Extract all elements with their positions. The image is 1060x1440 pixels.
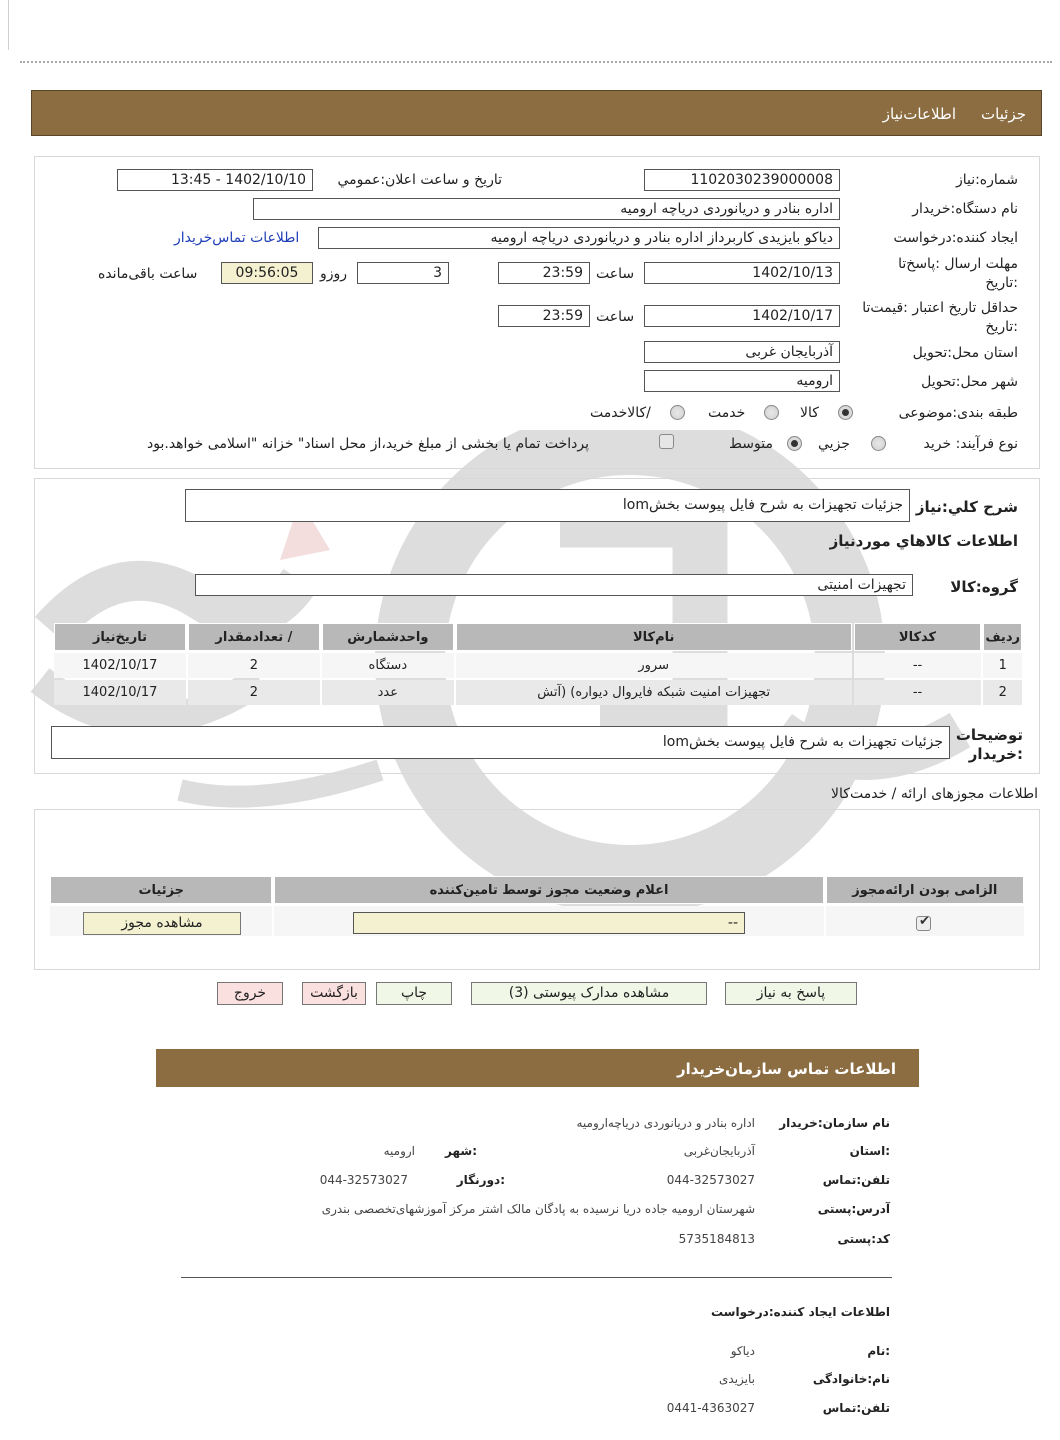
- creator-family-value: بایزیدی: [719, 1372, 755, 1386]
- cell-need-date: 1402/10/17: [54, 680, 186, 705]
- table-row: [54, 653, 1022, 678]
- creator-name-value: دیاکو: [730, 1344, 755, 1358]
- creator-name-label: :نام: [867, 1344, 890, 1358]
- validity-time-field: 23:59: [498, 305, 590, 327]
- process-minor-label: جزیي: [818, 436, 850, 452]
- cell-row-number: 1: [983, 653, 1022, 678]
- phone-label: تلفن:تماس: [822, 1173, 890, 1187]
- general-description-field: جزئیات تجهیزات به شرح فایل پیوست بخشlom: [185, 489, 910, 522]
- col-row-number: ردیف: [983, 623, 1022, 651]
- category-goods-label: کالا: [800, 405, 819, 421]
- creator-phone-value: 0441-4363027: [666, 1401, 755, 1415]
- fax-label: :دورنگار: [456, 1173, 505, 1187]
- category-label: طبقه بندی:موضوعی: [898, 405, 1018, 421]
- process-type-label: نوع فرآیند: خرید: [923, 436, 1018, 452]
- city-label: شهر محل:تحویل: [921, 374, 1018, 390]
- col-goods-name: نام‌کالا: [456, 623, 852, 651]
- validity-time-label: ساعت: [596, 309, 635, 325]
- address-value: شهرستان ارومیه جاده دریا نرسیده به پادگان مالک اشتر مرکز آموزشهای‌تخصصی بندری: [321, 1202, 755, 1216]
- org-name-label: نام سازمان:خریدار: [779, 1116, 890, 1130]
- col-quantity: / تعدادمقدار: [188, 623, 320, 651]
- view-permit-button[interactable]: مشاهده مجوز: [83, 912, 241, 935]
- check-mark-icon: ✔: [919, 914, 930, 929]
- deadline-time-label: ساعت: [596, 266, 635, 282]
- col-permit-details: جزئیات: [50, 876, 272, 904]
- province-contact-value: آذربایجان‌غربی: [683, 1144, 755, 1158]
- deadline-date-field: 1402/10/13: [644, 262, 840, 284]
- page-left-border: [8, 0, 9, 50]
- col-unit: واحدشمارش: [322, 623, 454, 651]
- col-need-date: تاریخ‌نیاز: [54, 623, 186, 651]
- city-field: ارومیه: [644, 370, 840, 392]
- category-goods-service-radio[interactable]: [670, 405, 685, 420]
- process-medium-radio[interactable]: [787, 436, 802, 451]
- goods-group-field: تجهیزات امنیتی: [195, 574, 913, 596]
- phone-value: 044-32573027: [666, 1173, 755, 1187]
- announce-datetime-label: تاریخ و ساعت اعلان:عمومي: [337, 172, 502, 188]
- remaining-time-field: 09:56:05: [221, 262, 313, 284]
- province-contact-label: :استان: [849, 1144, 890, 1158]
- deadline-time-field: 23:59: [498, 262, 590, 284]
- top-dotted-divider: [20, 61, 1052, 63]
- deadline-label-date: :تاریخ: [985, 275, 1018, 291]
- cell-goods-name: تجهیزات امنیت شبکه فایروال دیواره) (آتش: [456, 680, 852, 705]
- cell-unit: عدد: [322, 680, 454, 705]
- permit-status-field: --: [353, 912, 745, 934]
- creator-label: ایجاد کننده:درخواست: [893, 230, 1018, 246]
- col-permit-required: الزامی بودن ارائه‌مجوز: [826, 876, 1024, 904]
- city-contact-label: :شهر: [445, 1144, 477, 1158]
- validity-date-field: 1402/10/17: [644, 305, 840, 327]
- need-number-field: 1102030239000008: [644, 169, 840, 191]
- cell-goods-name: سرور: [456, 653, 852, 678]
- province-label: استان محل:تحویل: [912, 345, 1018, 361]
- goods-table: [52, 621, 1024, 707]
- category-service-label: خدمت: [708, 405, 746, 421]
- creator-info-title: اطلاعات ایجاد کننده:درخواست: [710, 1305, 890, 1319]
- cell-goods-code: --: [854, 653, 982, 678]
- city-contact-value: ارومیه: [383, 1144, 415, 1158]
- postal-code-label: کد:پستی: [837, 1232, 890, 1246]
- postal-code-value: 5735184813: [678, 1232, 755, 1246]
- days-label: روزو: [320, 266, 348, 282]
- days-field: 3: [357, 262, 449, 284]
- category-goods-radio[interactable]: [838, 405, 853, 420]
- permit-required-checkbox[interactable]: [916, 916, 931, 931]
- buyer-org-field: اداره بنادر و دریانوردی دریاچه ارومیه: [253, 198, 840, 220]
- general-description-label: شرح كلي:نیاز: [915, 498, 1018, 516]
- need-number-label: شماره‌:نیاز: [955, 172, 1018, 188]
- category-goods-service-label: /کالاخدمت: [590, 405, 651, 421]
- reply-to-need-button[interactable]: پاسخ به نیاز: [725, 982, 857, 1005]
- creator-phone-label: تلفن:تماس: [822, 1401, 890, 1415]
- buyer-org-label: نام دستگاه:خریدار: [912, 201, 1018, 217]
- goods-group-label: گروه:کالا: [950, 578, 1018, 596]
- col-goods-code: کدکالا: [854, 623, 982, 651]
- tab-need-info[interactable]: اطلاعات‌نیاز: [882, 105, 956, 123]
- treasury-payment-checkbox[interactable]: [659, 434, 674, 449]
- buyer-notes-label: توضیحات :خریدار: [955, 726, 1023, 763]
- tab-details[interactable]: جزئیات: [981, 105, 1026, 123]
- back-button[interactable]: بازگشت: [302, 982, 366, 1005]
- view-attachments-button[interactable]: مشاهده مدارک پیوستی (3): [471, 982, 707, 1005]
- print-button[interactable]: چاپ: [376, 982, 452, 1005]
- cell-unit: دستگاه: [322, 653, 454, 678]
- cell-quantity: 2: [188, 653, 320, 678]
- fax-value: 044-32573027: [319, 1173, 408, 1187]
- category-service-radio[interactable]: [764, 405, 779, 420]
- table-row: [54, 680, 1022, 705]
- address-label: آدرس:پستی: [817, 1202, 890, 1216]
- announce-datetime-field: 1402/10/10 - 13:45: [117, 169, 313, 191]
- creator-field: دیاکو بایزیدی کاربرداز اداره بنادر و دریانوردی دریاچه ارومیه: [318, 227, 840, 249]
- col-permit-status: اعلام وضعیت مجوز توسط تامین‌کننده: [274, 876, 823, 904]
- process-medium-label: متوسط: [729, 436, 773, 452]
- org-name-value: اداره بنادر و دریانوردی دریاچه‌ارومیه: [576, 1116, 755, 1130]
- deadline-label: مهلت ارسال :پاسخ‌تا: [898, 256, 1018, 272]
- cell-row-number: 2: [983, 680, 1022, 705]
- remaining-time-label: ساعت باقی‌مانده: [98, 266, 198, 282]
- validity-label-date: :تاریخ: [985, 319, 1018, 335]
- cell-goods-code: --: [854, 680, 982, 705]
- permits-title: اطلاعات مجوزهای ارائه / خدمت‌کالا: [831, 786, 1038, 802]
- buyer-notes-field: جزئیات تجهیزات به شرح فایل پیوست بخشlom: [51, 726, 950, 759]
- cell-need-date: 1402/10/17: [54, 653, 186, 678]
- creator-family-label: نام:خانوادگی: [812, 1372, 890, 1386]
- contact-divider: [181, 1277, 892, 1278]
- cell-quantity: 2: [188, 680, 320, 705]
- buyer-contact-link[interactable]: اطلاعات تماس‌خریدار: [174, 230, 300, 246]
- treasury-payment-label: پرداخت تمام یا بخشی از مبلغ خرید،از محل اسناد" خزانه "اسلامی خواهد.بود: [147, 436, 590, 452]
- validity-label: حداقل تاریخ اعتبار :قیمت‌تا: [862, 300, 1018, 316]
- goods-info-title: اطلاعات كالاهاي موردنیاز: [829, 532, 1018, 550]
- province-field: آذربایجان غربی: [644, 341, 840, 363]
- goods-table-wrap: [52, 621, 1024, 707]
- exit-button[interactable]: خروج: [217, 982, 283, 1005]
- contact-banner-title: اطلاعات تماس سازمان‌خریدار: [676, 1060, 896, 1078]
- process-minor-radio[interactable]: [871, 436, 886, 451]
